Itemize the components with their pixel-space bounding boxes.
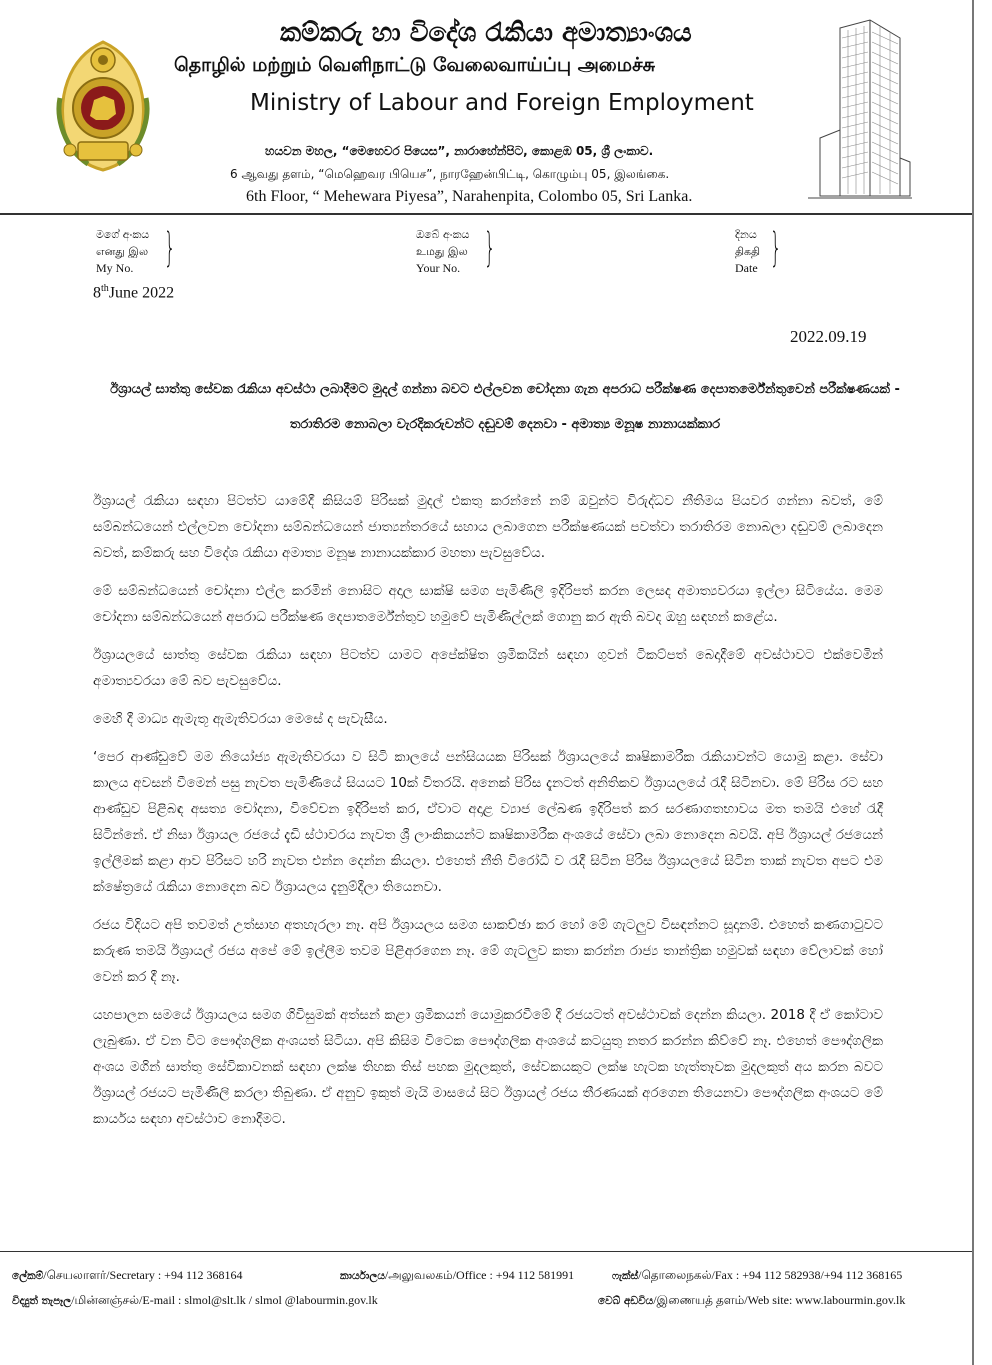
your-number-label-english: Your No. (416, 261, 461, 275)
address-sinhala: හයවන මහල, “මෙහෙවර පියෙස”, නාරාහේන්පිට, කොළඹ 05, ශ්‍රී ලංකාව. (265, 144, 654, 158)
address-tamil: 6 ஆவது தளம், “மெஹெவர பியெச”, நாரஹேன்பிட்டி, கொழும்பு 05, இலங்கை. (230, 167, 670, 181)
body-paragraph: මෙහි දී මාධ්‍ය ඇමැතූ ඇමැතිවරයා මෙසේ ද පැවැසීය. (93, 711, 388, 727)
email-label-sinhala: විද්‍යුත් තැපෑල (12, 1295, 72, 1307)
my-number-label-sinhala: මගේ අංකය (96, 228, 150, 241)
my-number-brace: } (164, 225, 176, 271)
footer-secretary (12, 1268, 243, 1284)
press-release-body (93, 488, 883, 1144)
footer-email (12, 1293, 378, 1309)
date-brace: } (770, 225, 782, 271)
your-number-brace: } (484, 225, 496, 271)
date-label-english: Date (735, 261, 758, 275)
date-label-tamil: திகதி (735, 245, 761, 258)
my-number-label-tamil: எனது இல (96, 245, 149, 258)
letter-date-day: 8 (93, 284, 101, 302)
email-addresses[interactable]: slmol@slt.lk / slmol @labourmin.gov.lk (184, 1293, 378, 1307)
press-release-title: ඊශ්‍රායල් සාත්තු සේවක රැකියා අවස්ථා ලබාදීමට මුදල් ගන්නා බවට එල්ලවන චෝදනා ගැන අපරාධ පරීක්ෂණ දෙපාතර්මේන්තුවෙන් පරීක්ෂණයක් - තරාතිරම නොබලා වැරදිකරුවන්ට දඬුවම් දෙනවා - අමාත්‍ය මනූෂ නානායක්කාර (110, 382, 900, 432)
my-number-label-english: My No. (96, 261, 134, 275)
fax-label: /தொலைநகல்/Fax : (638, 1268, 743, 1282)
body-paragraph: ඊශ්‍රායල් රැකියා සඳහා පිටත්ව යාමේදී කිසියම් පිරිසක් මුදල් එකතු කරන්නේ නම් ඔවුන්ට විරුද්ධව නීතිමය පියවර ගන්නා බවත්, මේ සම්බන්ධයෙන් එල්ලවන චෝදනා සම්බන්ධයෙන් ජාත්‍යන්තරයේ සහාය ලබාගෙන පරීක්ෂණයක් පවත්වා තරාතිරම නොබලා දඬුවම් ලබාදෙන බවත්, කම්කරු සහ විදේශ රැකියා අමාත්‍ය මනූෂ නානායක්කාර මහතා පැවසුවේය. (93, 493, 883, 561)
letter-date-suffix: th (101, 283, 109, 294)
my-number-block (96, 226, 149, 277)
fax-label-sinhala: ෆැක්ස් (612, 1270, 639, 1282)
footer-office (340, 1268, 574, 1284)
address-english: 6th Floor, “ Mehewara Piyesa”, Narahenpita, Colombo 05, Sri Lanka. (246, 188, 693, 205)
date-block (735, 226, 760, 277)
fax-numbers: +94 112 582938/+94 112 368165 (742, 1268, 903, 1282)
body-paragraph: යහපාලන සමයේ ඊශ්‍රායලය සමග ගිවිසුමක් අත්සන් කළා ශ්‍රමිකයන් යොමුකරවීමේ දී රජයටත් අවස්ථාවක් දෙන්න කියලා. 2018 දී ඒ කෝටාව ලැබුණා. ඒ වන විට පෞද්ගලික අංශයත් සිටියා. අපි කිසිම විටෙක පෞද්ගලික අංශයේ කටයුතු නතර කරන්න කිව්වේ නෑ. එහෙත් පෞද්ගලික අංශය මගින් සාත්තු සේවිකාවනක් සඳහා ලක්ෂ තිහක තිස් පහක මුදලකුත්, සේවකයකුට ලක්ෂ හැටක හැත්තෑවක මුදලකුත් අය කරන බවට ඊශ්‍රායල් රජයට පැමිණිලි කරලා තිබුණා. ඒ අනුව ඉකුත් මැයි මාසයේ සිට ඊශ්‍රායල් රජය තීරණයක් අරගෙන තියෙනවා පෞද්ගලික අංශයට මේ කාර්යය සඳහා අවස්ථාව නොදීමට. (93, 1007, 883, 1127)
body-paragraph: ‘පෙර ආණ්ඩුවේ මම නියෝජ්‍ය ඇමැතිවරයා ව සිටි කාලයේ පන්සියයක පිරිසක් ඊශ්‍රායලයේ කෘෂිකාමරීක රැකියාවන්ට යොමු කළා. සේවා කාලය අවසන් වීමෙන් පසු නැවත පැමිණියේ සියයට 10ක් විතරයි. අනෙක් පිරිස දැනටත් අනිතිකව ඊශ්‍රායලයේ රැදී සිටිනවා. මේ පිරිස රට සහ ආණ්ඩුව පිළිබඳ අසත්‍ය චෝදනා, විවේචන ඉදිරිපත් කර, ඒවාට අදාළ ව්‍යාජ ලේඛණ ඉදිරිපත් කර සරණාගතභාවය මත තමයි එහේ රැදී සිටින්නේ. ඒ නිසා ඊශ්‍රායල රජයේ දැඩි ස්ථාවරය නැවත ශ්‍රී ලාංකිකයන්ට කෘෂිකාමරීක අංශයේ සේවා ලබා නොදෙන බවයි. අපි ඊශ්‍රායල් රජයෙන් ඉල්ලීමක් කළා ආව පිරිසට හරි නැවත එන්න දෙන්න කියලා. එහෙත් නීති විරෝධී ව රැදී සිටින පිරිස ඊශ්‍රායලයේ සිටින තාක් නැවත අපට එම ක්ෂේත්‍රයේ රැකියා නොදෙන බව ඊශ්‍රායලය දැනුම්දීලා තියෙනවා. (93, 749, 883, 895)
website-label-sinhala: වෙබ් අඩවිය (598, 1295, 654, 1307)
page-edge (972, 0, 974, 1365)
document-date: 2022.09.19 (790, 327, 867, 346)
office-label: /அலுவலகம்/Office : (384, 1268, 496, 1282)
website-link[interactable]: www.labourmin.gov.lk (795, 1293, 906, 1307)
secretary-phone: +94 112 368164 (164, 1268, 243, 1282)
your-number-label-sinhala: ඔබේ අංකය (416, 228, 470, 241)
footer-divider (0, 1251, 972, 1252)
ministry-name-tamil: தொழில் மற்றும் வெளிநாட்டு வேலைவாய்ப்பு அமைச்சு (174, 54, 655, 76)
sri-lanka-emblem-icon (48, 38, 158, 176)
footer-website (598, 1293, 905, 1309)
office-label-sinhala: කාර්යාලය (340, 1270, 385, 1282)
letter-date-rest: June 2022 (108, 284, 175, 302)
footer-fax (612, 1268, 902, 1284)
email-label: /மின்னஞ்சல்/E-mail : (71, 1293, 185, 1307)
your-number-block (416, 226, 469, 277)
website-label: /இணையத் தளம்/Web site: (653, 1293, 796, 1307)
secretary-label: /செயலாளர்/Secretary : (43, 1268, 165, 1282)
body-paragraph: ඊශ්‍රායලයේ සාත්තු සේවක රැකියා සඳහා පිටත්ව යාමට අපේක්ෂිත ශ්‍රමිකයින් සඳහා ගුවන් ටිකට්පත් බෙදාදීමේ අවස්ථාවට එක්වෙමින් අමාත්‍යවරයා මේ බව පැවසුවේය. (93, 647, 883, 689)
body-paragraph: මේ සම්බන්ධයෙන් චෝදනා එල්ල කරමින් නොසිට අදාල සාක්ෂි සමග පැමිණිලි ඉදිරිපත් කරන ලෙසද අමාත්‍යවරයා ඉල්ලා සිටියේය. මෙම චෝදනා සම්බන්ධයෙන් අපරාධ පරීක්ෂණ දෙපාතර්මේන්තුව හමුවේ පැමිණිල්ලක් ගොනු කර ඇති බවද ඔහු සඳහන් කළේය. (93, 583, 883, 625)
office-phone: +94 112 581991 (495, 1268, 575, 1282)
your-number-label-tamil: உமது இல (416, 245, 468, 258)
ministry-name-english: Ministry of Labour and Foreign Employment (250, 90, 754, 116)
ministry-building-icon (800, 18, 912, 210)
secretary-label-sinhala: ලේකම් (12, 1270, 44, 1282)
body-paragraph: රජය විදියට අපි තවමත් උත්සාහ අතහැරලා නෑ. අපි ඊශ්‍රායලය සමග සාකච්ඡා කර හෝ මේ ගැටලුව විසඳන්නට සූදානම්. එහෙත් කණගාටුවට කරුණ තමයි ඊශ්‍රායල් රජය අපේ මේ ඉල්ලීම තවම පිළිඅරගෙන නෑ. මේ ගැටලුව කතා කරන්න රාජ්‍ය තාන්ත්‍රික හමුවක් සඳහා වේලාවක් හෝ වෙන් කර දී නෑ. (93, 917, 883, 985)
ministry-name-sinhala: කම්කරු හා විදේශ රැකියා අමාත්‍යාංශය (280, 18, 692, 48)
letter-date (93, 283, 174, 302)
header-divider (0, 213, 972, 215)
date-label-sinhala: දිනය (735, 228, 757, 241)
